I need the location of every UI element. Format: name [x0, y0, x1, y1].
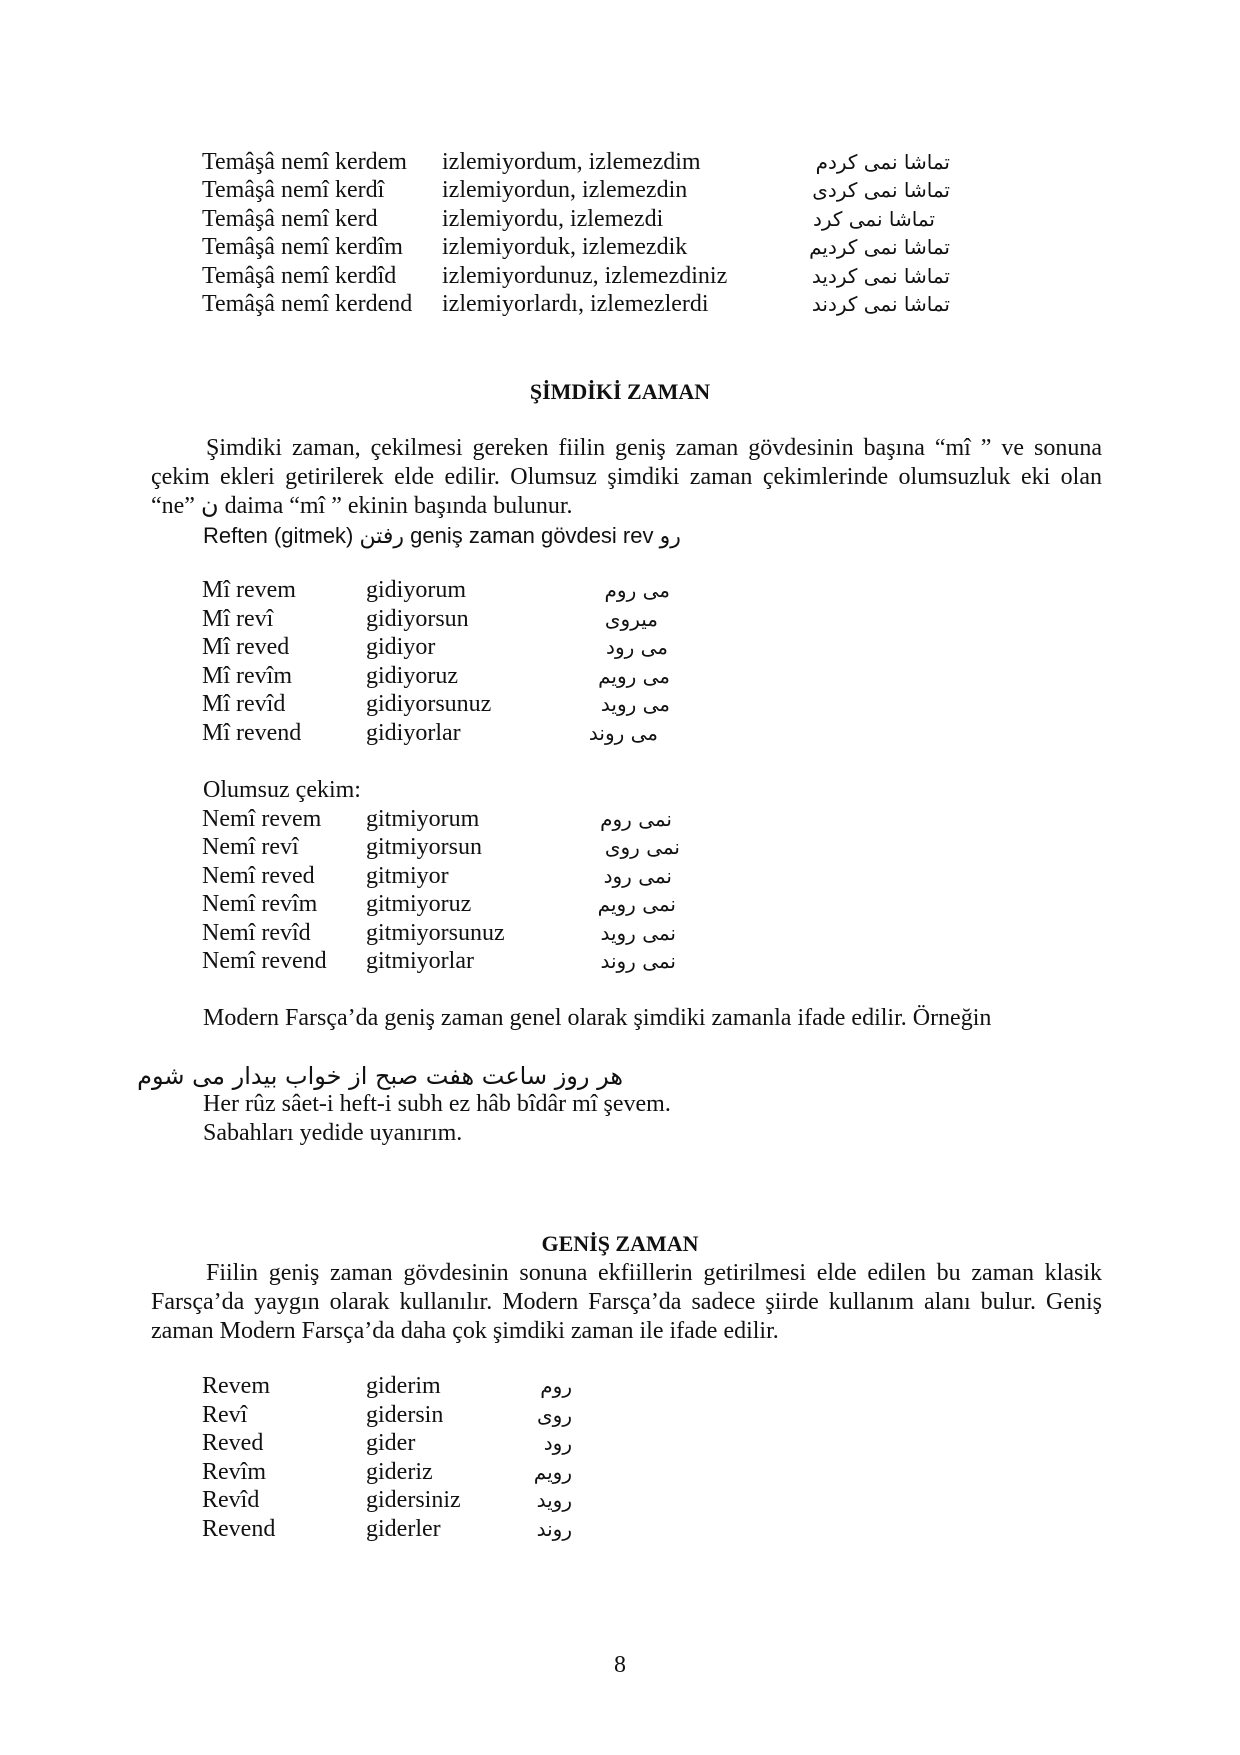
- simdiki-paragraph: Şimdiki zaman, çekilmesi gereken fiilin geniş zaman gövdesinin başına “mî ” ve sonuna çekim ekleri getirilerek elde edilir. Olumsuz şimdiki zaman çekimlerinde olumsuzluk eki olan “ne” ن daima “mî ” ekinin başında bulunur.: [151, 435, 1102, 519]
- negative-conjugation-label: Olumsuz çekim:: [203, 777, 361, 803]
- modern-persian-note: Modern Farsça’da geniş zaman genel olarak şimdiki zamanla ifade edilir. Örneğin: [203, 1005, 992, 1031]
- turkish-meaning: izlemiyordunuz, izlemezdiniz: [442, 263, 728, 289]
- turkish-meaning: gidiyorsunuz: [366, 691, 492, 717]
- persian-form: می رود: [606, 635, 668, 659]
- persian-form: تماشا نمی کرد: [812, 207, 935, 231]
- genis-paragraph: Fiilin geniş zaman gövdesinin sonuna ekfiillerin getirilmesi elde edilen bu zaman klasik Farsça’da yaygın olarak kullanılır. Modern Farsça’da sadece şiirde kullanım alanı bulur. Geniş zaman Modern Farsça’da daha çok şimdiki zaman ile ifade edilir.: [151, 1260, 1102, 1344]
- turkish-meaning: gidersin: [366, 1402, 444, 1428]
- turkish-meaning: gidiyoruz: [366, 663, 458, 689]
- turkish-meaning: gitmiyoruz: [366, 891, 472, 917]
- persian-form: می روند: [588, 721, 658, 745]
- transliteration: Revî: [202, 1402, 248, 1428]
- turkish-meaning: gidiyorlar: [366, 720, 461, 746]
- transliteration: Mî revîm: [202, 663, 292, 689]
- persian-form: می رویم: [598, 664, 670, 688]
- turkish-meaning: gitmiyorum: [366, 806, 480, 832]
- persian-form: رویم: [533, 1460, 572, 1484]
- turkish-meaning: gitmiyorsun: [366, 834, 483, 860]
- persian-form: روی: [537, 1403, 572, 1427]
- reften-line: Reften (gitmek) رفتن geniş zaman gövdesi rev رو: [203, 523, 681, 548]
- transliteration: Reved: [202, 1430, 264, 1456]
- transliteration: Mî revem: [202, 577, 296, 603]
- persian-form: می روید: [600, 692, 670, 716]
- turkish-meaning: izlemiyordun, izlemezdin: [442, 177, 688, 203]
- transliteration: Revend: [202, 1516, 276, 1542]
- transliteration: Temâşâ nemî kerdîm: [202, 234, 403, 260]
- persian-form: میروی: [604, 607, 658, 631]
- persian-form: تماشا نمی کردی: [812, 178, 950, 202]
- turkish-meaning: gideriz: [366, 1459, 433, 1485]
- transliteration: Temâşâ nemî kerdend: [202, 291, 413, 317]
- persian-form: روم: [540, 1374, 572, 1398]
- turkish-meaning: gidiyor: [366, 634, 436, 660]
- turkish-meaning: izlemiyorlardı, izlemezlerdi: [442, 291, 709, 317]
- turkish-meaning: giderim: [366, 1373, 441, 1399]
- transliteration: Revîd: [202, 1487, 260, 1513]
- transliteration: Revîm: [202, 1459, 266, 1485]
- transliteration: Nemî revîm: [202, 891, 318, 917]
- persian-form: نمی روند: [600, 949, 676, 973]
- persian-form: تماشا نمی کردیم: [809, 235, 950, 259]
- turkish-meaning: gidersiniz: [366, 1487, 461, 1513]
- turkish-meaning: izlemiyordum, izlemezdim: [442, 149, 701, 175]
- persian-form: روند: [536, 1517, 572, 1541]
- turkish-meaning: giderler: [366, 1516, 441, 1542]
- transliteration: Mî revî: [202, 606, 274, 632]
- transliteration: Nemî revem: [202, 806, 322, 832]
- example-persian: هر روز ساعت هفت صبح از خواب بیدار می شوم: [137, 1062, 623, 1090]
- page-number: 8: [614, 1652, 626, 1678]
- persian-form: تماشا نمی کردم: [815, 150, 950, 174]
- persian-form: رود: [543, 1431, 572, 1455]
- transliteration: Temâşâ nemî kerdem: [202, 149, 407, 175]
- persian-form: روید: [536, 1488, 572, 1512]
- example-transliteration: Her rûz sâet-i heft-i subh ez hâb bîdâr mî şevem.: [203, 1091, 671, 1117]
- persian-form: می روم: [604, 578, 670, 602]
- example-turkish: Sabahları yedide uyanırım.: [203, 1120, 463, 1146]
- turkish-meaning: gidiyorsun: [366, 606, 469, 632]
- transliteration: Mî revîd: [202, 691, 286, 717]
- persian-form: نمی روم: [600, 807, 672, 831]
- persian-form: نمی رویم: [597, 892, 676, 916]
- turkish-meaning: gider: [366, 1430, 416, 1456]
- turkish-meaning: gitmiyorsunuz: [366, 920, 505, 946]
- transliteration: Mî revend: [202, 720, 302, 746]
- persian-form: نمی روی: [604, 835, 680, 859]
- turkish-meaning: gitmiyor: [366, 863, 449, 889]
- transliteration: Nemî revend: [202, 948, 327, 974]
- persian-form: نمی رود: [603, 864, 672, 888]
- persian-form: تماشا نمی کردید: [811, 264, 950, 288]
- transliteration: Nemî revî: [202, 834, 299, 860]
- transliteration: Temâşâ nemî kerd: [202, 206, 378, 232]
- section-heading-genis-zaman: GENİŞ ZAMAN: [541, 1231, 699, 1256]
- transliteration: Mî reved: [202, 634, 290, 660]
- turkish-meaning: izlemiyorduk, izlemezdik: [442, 234, 688, 260]
- transliteration: Nemî reved: [202, 863, 315, 889]
- turkish-meaning: gidiyorum: [366, 577, 466, 603]
- persian-form: نمی روید: [600, 921, 676, 945]
- turkish-meaning: izlemiyordu, izlemezdi: [442, 206, 664, 232]
- transliteration: Temâşâ nemî kerdî: [202, 177, 385, 203]
- section-heading-simdiki-zaman: ŞİMDİKİ ZAMAN: [529, 379, 711, 404]
- transliteration: Nemî revîd: [202, 920, 311, 946]
- transliteration: Revem: [202, 1373, 270, 1399]
- persian-form: تماشا نمی کردند: [811, 292, 950, 316]
- turkish-meaning: gitmiyorlar: [366, 948, 474, 974]
- transliteration: Temâşâ nemî kerdîd: [202, 263, 397, 289]
